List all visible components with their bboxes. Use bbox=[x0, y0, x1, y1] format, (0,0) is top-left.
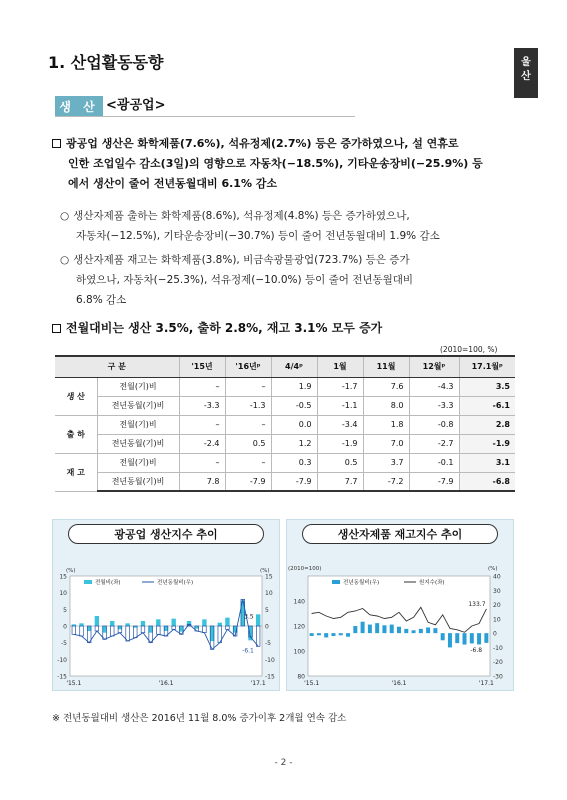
table-cell: – bbox=[179, 453, 225, 472]
table-cell: – bbox=[225, 377, 271, 396]
production-chart-title: 광공업 생산지수 추이 bbox=[68, 524, 264, 544]
table-cell: 1.9 bbox=[271, 377, 317, 396]
bar-year-over-year bbox=[419, 629, 423, 633]
shipment-line-2: 자동차(−12.5%), 기타운송장비(−30.7%) 등이 줄어 전년동월대비 1.9% 감소 bbox=[76, 230, 440, 242]
bar-year-over-year bbox=[470, 633, 474, 643]
side-tab-char-2: 산 bbox=[521, 71, 531, 82]
legend-label-yoy: 전년동월비(우) bbox=[157, 580, 194, 586]
y-tick-right: 40 bbox=[493, 573, 501, 581]
table-header-q4: 4/4ᵖ bbox=[271, 356, 317, 377]
legend-swatch-yoy bbox=[332, 580, 340, 584]
table-cell: 3.1 bbox=[459, 453, 515, 472]
y-tick-left: -10 bbox=[57, 656, 67, 664]
table-unit: (2010=100, %) bbox=[440, 345, 498, 354]
circle-bullet-icon: ○ bbox=[60, 210, 70, 222]
table-cell: 8.0 bbox=[363, 396, 409, 415]
table-cell: 1.2 bbox=[271, 434, 317, 453]
legend-swatch-mom bbox=[84, 580, 92, 584]
bar-month-over-month bbox=[256, 614, 260, 626]
table-cell: -2.4 bbox=[179, 434, 225, 453]
table-body bbox=[55, 377, 515, 491]
annotation-yoy: -6.1 bbox=[242, 647, 254, 655]
checkbox-bullet-icon bbox=[52, 324, 61, 333]
table-cell: -3.4 bbox=[317, 415, 363, 434]
table-cell: 7.6 bbox=[363, 377, 409, 396]
y-tick-right: -10 bbox=[493, 644, 503, 652]
y-tick-right: -10 bbox=[265, 656, 275, 664]
bar-month-over-month bbox=[218, 623, 222, 626]
summary-line-1-text: 광공업 생산은 화학제품(7.6%), 석유정제(2.7%) 등은 증가하였으나, 설 연휴로 bbox=[66, 137, 459, 150]
annotation-yoy: -6.8 bbox=[470, 646, 483, 654]
page-title: 1. 산업활동동향 bbox=[48, 53, 164, 72]
y-tick-left: 0 bbox=[63, 623, 67, 631]
bar-year-over-year bbox=[368, 625, 372, 634]
table-cell: -6.1 bbox=[459, 396, 515, 415]
inventory-chart-title: 생산자제품 재고지수 추이 bbox=[302, 524, 498, 544]
bar-year-over-year bbox=[390, 625, 394, 634]
production-index-chart bbox=[52, 548, 280, 690]
table-cell: – bbox=[179, 415, 225, 434]
table-cell: -1.9 bbox=[459, 434, 515, 453]
y-tick-right: 0 bbox=[265, 623, 269, 631]
table-row bbox=[55, 472, 515, 491]
bar-year-over-year bbox=[382, 625, 386, 633]
footnote: ※ 전년동월대비 생산은 2016년 11월 8.0% 증가이후 2개월 연속 감소 bbox=[52, 713, 347, 724]
bar-year-over-year bbox=[404, 629, 408, 633]
left-axis-unit: (2010=100) bbox=[288, 566, 322, 572]
legend-label-raw: 원지수(좌) bbox=[419, 580, 445, 586]
industry-table bbox=[55, 355, 515, 492]
table-group-label: 생 산 bbox=[55, 377, 97, 415]
y-tick-right: -15 bbox=[265, 673, 275, 681]
bar-month-over-month bbox=[110, 621, 114, 626]
inventory-line-1 bbox=[60, 250, 520, 270]
shipment-line-1 bbox=[60, 206, 520, 226]
bar-month-over-month bbox=[141, 621, 145, 626]
table-cell: – bbox=[225, 415, 271, 434]
table-row bbox=[55, 434, 515, 453]
bar-year-over-year bbox=[426, 627, 430, 633]
table-cell: -4.3 bbox=[409, 377, 459, 396]
y-tick-right: 10 bbox=[265, 590, 273, 598]
bar-year-over-year bbox=[310, 633, 314, 636]
table-cell: -7.9 bbox=[225, 472, 271, 491]
bar-year-over-year bbox=[455, 633, 459, 643]
bar-month-over-month bbox=[125, 623, 129, 626]
inventory-line-1-text: 생산자제품 재고는 화학제품(3.8%), 비금속광물광업(723.7%) 등은 증가 bbox=[73, 254, 410, 266]
section-title: <광공업> bbox=[106, 98, 166, 113]
table-cell: 0.5 bbox=[225, 434, 271, 453]
table-header-dec: 12월ᵖ bbox=[409, 356, 459, 377]
table-cell: -2.7 bbox=[409, 434, 459, 453]
table-cell: -6.8 bbox=[459, 472, 515, 491]
region-side-tab bbox=[514, 48, 538, 98]
table-cell: -1.1 bbox=[317, 396, 363, 415]
y-tick-left: 100 bbox=[293, 648, 305, 656]
table-cell: -7.9 bbox=[409, 472, 459, 491]
x-tick: '15.1 bbox=[304, 680, 320, 687]
section-underline bbox=[55, 116, 355, 117]
table-cell: -0.1 bbox=[409, 453, 459, 472]
table-cell: -1.3 bbox=[225, 396, 271, 415]
side-tab-char-1: 울 bbox=[521, 57, 531, 68]
y-tick-left: 5 bbox=[63, 606, 67, 614]
x-tick: '16.1 bbox=[158, 680, 174, 687]
table-header-category: 구 분 bbox=[55, 356, 179, 377]
table-cell: -0.5 bbox=[271, 396, 317, 415]
x-tick: '17.1 bbox=[250, 680, 266, 687]
table-header-nov: 11월 bbox=[363, 356, 409, 377]
x-tick: '15.1 bbox=[66, 680, 82, 687]
bar-year-over-year bbox=[331, 633, 335, 636]
table-cell: -1.9 bbox=[317, 434, 363, 453]
bar-year-over-year bbox=[484, 633, 488, 643]
table-cell: -3.3 bbox=[409, 396, 459, 415]
x-tick: '17.1 bbox=[478, 680, 494, 687]
table-cell: 7.7 bbox=[317, 472, 363, 491]
y-tick-right: 10 bbox=[493, 616, 501, 624]
table-cell: 3.5 bbox=[459, 377, 515, 396]
table-cell: 0.5 bbox=[317, 453, 363, 472]
bar-year-over-year bbox=[441, 633, 445, 640]
bar-year-over-year bbox=[477, 633, 481, 644]
table-header-2016: '16년ᵖ bbox=[225, 356, 271, 377]
table-cell: – bbox=[179, 377, 225, 396]
y-tick-right: -20 bbox=[493, 659, 503, 667]
table-cell: 2.8 bbox=[459, 415, 515, 434]
plot-area bbox=[308, 576, 490, 676]
table-row bbox=[55, 415, 515, 434]
bar-year-over-year bbox=[353, 626, 357, 633]
bar-year-over-year bbox=[339, 633, 343, 635]
y-tick-left: 10 bbox=[59, 590, 67, 598]
bar-year-over-year bbox=[412, 630, 416, 633]
summary-line-3: 에서 생산이 줄어 전년동월대비 6.1% 감소 bbox=[68, 177, 278, 190]
inventory-index-chart bbox=[286, 548, 514, 690]
summary-line-2: 인한 조업일수 감소(3일)의 영향으로 자동차(−18.5%), 기타운송장비(−25.9%) 등 bbox=[68, 157, 483, 170]
checkbox-bullet-icon bbox=[52, 139, 61, 148]
table-row-label: 전년동월(기)비 bbox=[97, 472, 179, 491]
y-tick-left: -15 bbox=[57, 673, 67, 681]
bar-year-over-year bbox=[324, 633, 328, 637]
shipment-line-1-text: 생산자제품 출하는 화학제품(8.6%), 석유정제(4.8%) 등은 증가하였으나, bbox=[73, 210, 410, 222]
right-axis-unit: (%) bbox=[260, 568, 270, 574]
inventory-line-2: 하였으나, 자동차(−25.3%), 석유정제(−10.0%) 등이 줄어 전년동월대비 bbox=[76, 274, 414, 286]
x-tick: '16.1 bbox=[391, 680, 407, 687]
table-cell: -7.9 bbox=[271, 472, 317, 491]
summary-paragraph bbox=[52, 134, 522, 194]
bar-month-over-month bbox=[225, 618, 229, 626]
bar-year-over-year bbox=[433, 628, 437, 633]
y-tick-left: 120 bbox=[293, 623, 305, 631]
y-tick-right: 20 bbox=[493, 602, 501, 610]
table-cell: -1.7 bbox=[317, 377, 363, 396]
table-row-label: 전월(기)비 bbox=[97, 415, 179, 434]
bar-month-over-month bbox=[95, 616, 99, 626]
table-cell: 7.0 bbox=[363, 434, 409, 453]
table-cell: -0.8 bbox=[409, 415, 459, 434]
right-axis-unit: (%) bbox=[488, 566, 498, 572]
y-tick-right: 0 bbox=[493, 630, 497, 638]
y-tick-left: 140 bbox=[293, 598, 305, 606]
y-tick-right: -5 bbox=[265, 640, 271, 648]
table-header-jan17: 17.1월ᵖ bbox=[459, 356, 515, 377]
bar-year-over-year bbox=[317, 633, 321, 635]
left-axis-unit: (%) bbox=[66, 568, 76, 574]
bar-year-over-year bbox=[397, 627, 401, 633]
table-cell: – bbox=[225, 453, 271, 472]
bar-year-over-year bbox=[375, 623, 379, 633]
table-header-jan: 1월 bbox=[317, 356, 363, 377]
inventory-paragraph bbox=[60, 250, 520, 310]
table-group-label: 출 하 bbox=[55, 415, 97, 453]
y-tick-right: 15 bbox=[265, 573, 273, 581]
table-row-label: 전월(기)비 bbox=[97, 377, 179, 396]
table-cell: 1.8 bbox=[363, 415, 409, 434]
annotation-mom: 3.5 bbox=[244, 613, 254, 621]
bar-year-over-year bbox=[346, 633, 350, 637]
circle-bullet-icon: ○ bbox=[60, 254, 70, 266]
y-tick-left: -5 bbox=[61, 640, 67, 648]
legend-label-yoy: 전년동월비(우) bbox=[343, 580, 380, 586]
bar-year-over-year bbox=[448, 633, 452, 647]
table-cell: 3.7 bbox=[363, 453, 409, 472]
shipment-paragraph bbox=[60, 206, 520, 246]
page-number: - 2 - bbox=[274, 758, 293, 768]
bar-year-over-year bbox=[361, 622, 365, 633]
monthly-summary-text: 전월대비는 생산 3.5%, 출하 2.8%, 재고 3.1% 모두 증가 bbox=[66, 321, 383, 335]
y-tick-left: 15 bbox=[59, 573, 67, 581]
y-tick-right: 5 bbox=[265, 606, 269, 614]
summary-line-1 bbox=[52, 134, 522, 154]
bar-month-over-month bbox=[79, 623, 83, 626]
table-row bbox=[55, 453, 515, 472]
monthly-summary bbox=[52, 318, 382, 338]
table-cell: 7.8 bbox=[179, 472, 225, 491]
table-cell: 0.0 bbox=[271, 415, 317, 434]
table-row bbox=[55, 396, 515, 415]
legend-label-mom: 전월비(좌) bbox=[95, 580, 121, 586]
table-header-row bbox=[55, 356, 515, 377]
inventory-line-3: 6.8% 감소 bbox=[76, 294, 127, 306]
y-tick-right: -30 bbox=[493, 673, 503, 681]
bar-year-over-year bbox=[463, 633, 467, 644]
table-row-label: 전월(기)비 bbox=[97, 453, 179, 472]
table-header-2015: '15년 bbox=[179, 356, 225, 377]
y-tick-right: 30 bbox=[493, 587, 501, 595]
table-row-label: 전년동월(기)비 bbox=[97, 396, 179, 415]
table-cell: -7.2 bbox=[363, 472, 409, 491]
table-row bbox=[55, 377, 515, 396]
bar-month-over-month bbox=[171, 619, 175, 626]
bar-month-over-month bbox=[156, 619, 160, 626]
table-cell: -3.3 bbox=[179, 396, 225, 415]
y-tick-left: 80 bbox=[297, 673, 305, 681]
table-group-label: 재 고 bbox=[55, 453, 97, 491]
section-badge: 생 산 bbox=[55, 96, 103, 116]
annotation-raw: 133.7 bbox=[468, 600, 486, 608]
table-row-label: 전년동월(기)비 bbox=[97, 434, 179, 453]
bar-month-over-month bbox=[202, 619, 206, 626]
table-cell: 0.3 bbox=[271, 453, 317, 472]
